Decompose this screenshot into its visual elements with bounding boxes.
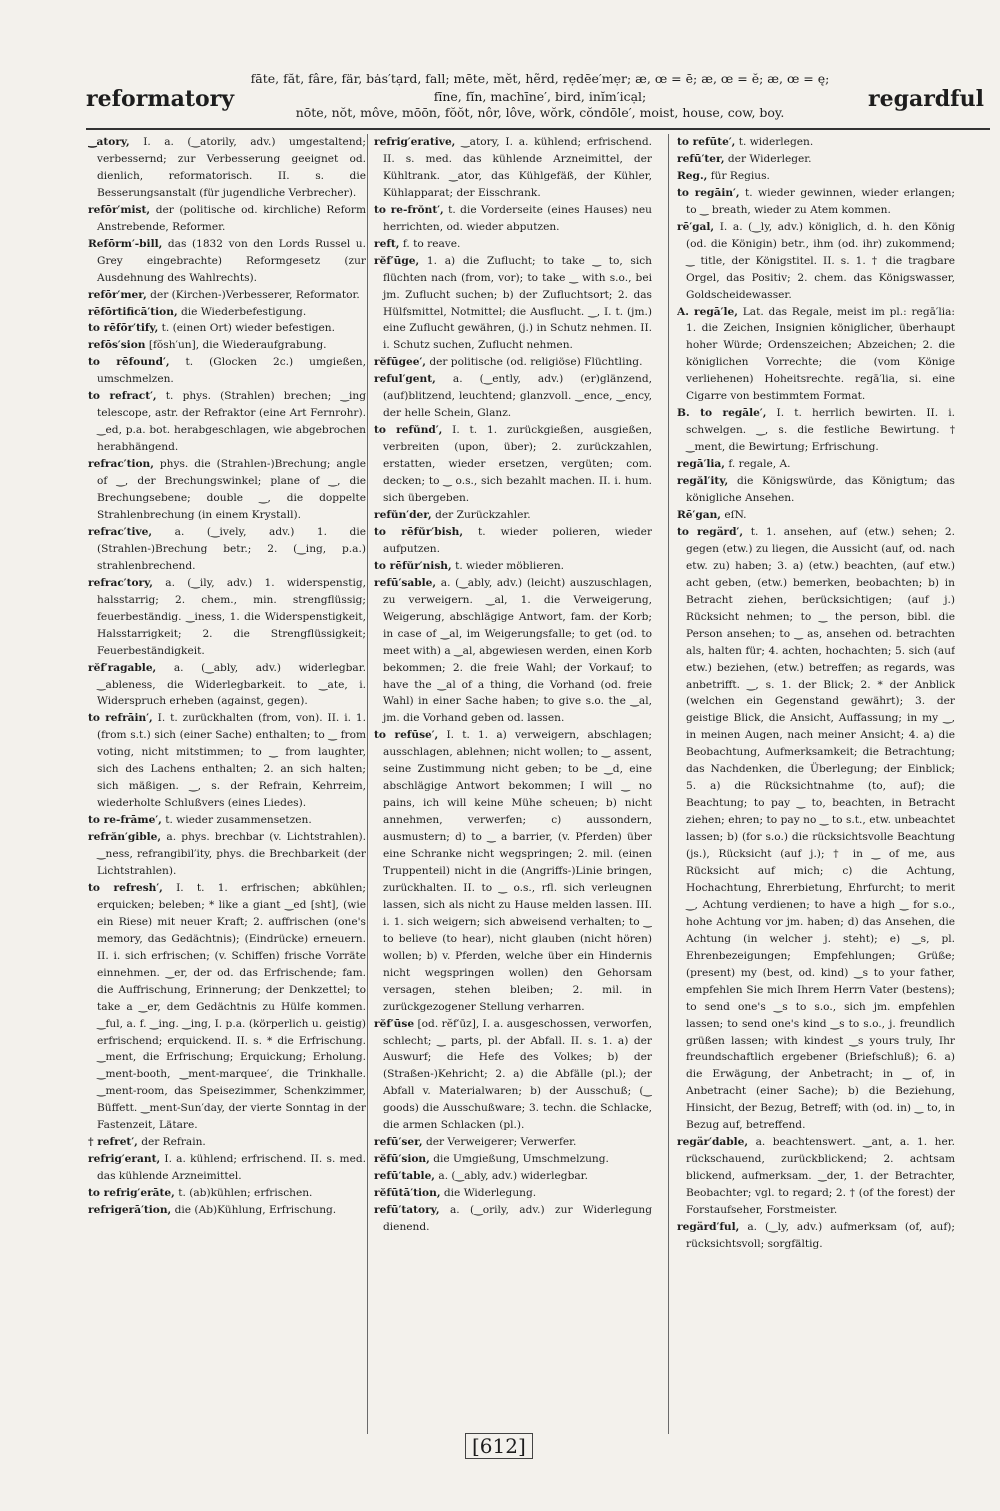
dictionary-entry bbox=[677, 405, 955, 456]
entry-headword: refŭn′der, bbox=[374, 508, 432, 521]
dictionary-entry bbox=[88, 388, 366, 456]
entry-definition: f. regale, A. bbox=[728, 458, 791, 471]
dictionary-entry bbox=[88, 575, 366, 660]
entry-definition: der Verweigerer; Verwerfer. bbox=[425, 1136, 577, 1149]
entry-headword: rĕfūgee′, bbox=[374, 356, 426, 369]
dictionary-entry bbox=[88, 134, 366, 202]
entry-definition: a. (‿ively, adv.) 1. die (Strahlen-)Brechung betr.; 2. (‿ing, p.a.) strahlenbrechend. bbox=[97, 525, 366, 572]
dictionary-entry bbox=[374, 507, 652, 524]
entry-definition: a. (‿ently, adv.) (er)glänzend, (auf)blitzend, leuchtend; glanzvoll. ‿ence, ‿ency, der helle Schein, Glanz. bbox=[383, 373, 652, 420]
dictionary-entry bbox=[88, 710, 366, 812]
dictionary-entry bbox=[677, 1134, 955, 1219]
dictionary-entry bbox=[677, 134, 955, 151]
entry-headword: to refract′, bbox=[88, 390, 157, 403]
entry-definition: I. t. 1. zurückgießen, ausgießen, verbreiten (upon, über); 2. zurückzahlen, erstatten, wieder ersetzen, vergüten; com. decken; to ‿ o.s., sich bezahlt machen. II. i. hum. sich übergeben. bbox=[383, 424, 652, 505]
entry-definition: der politische (od. religiöse) Flüchtling. bbox=[429, 356, 643, 369]
entry-definition: t. (einen Ort) wieder befestigen. bbox=[161, 322, 335, 335]
entry-definition: t. wieder möblieren. bbox=[455, 559, 565, 572]
entry-headword: to regāin′, bbox=[677, 186, 740, 199]
dictionary-entry bbox=[88, 524, 366, 575]
dictionary-entry bbox=[677, 304, 955, 406]
entry-headword: to refūte′, bbox=[677, 136, 736, 148]
entry-headword: to refrāin′, bbox=[88, 712, 153, 725]
entry-headword: refū′tatory, bbox=[374, 1204, 440, 1217]
dictionary-entry bbox=[374, 422, 652, 507]
entry-definition: die (Ab)Kühlung, Erfrischung. bbox=[174, 1204, 337, 1217]
entry-headword: refrac′tory, bbox=[88, 576, 153, 589]
entry-headword: to refŭnd′, bbox=[374, 424, 443, 437]
entry-headword: rĕfū′sion, bbox=[374, 1153, 430, 1166]
dictionary-entry bbox=[677, 185, 955, 219]
entry-definition: a. (‿ly, adv.) aufmerksam (of, auf); rücksichtsvoll; sorgfältig. bbox=[686, 1221, 955, 1250]
entry-headword: † refret′, bbox=[88, 1136, 138, 1149]
entry-headword: refrac′tion, bbox=[88, 458, 154, 471]
dictionary-entry bbox=[677, 473, 955, 507]
column-divider bbox=[367, 134, 368, 1434]
entry-headword: Reg., bbox=[677, 169, 708, 182]
column-2 bbox=[374, 134, 652, 1444]
dictionary-entry bbox=[88, 354, 366, 388]
dictionary-entry bbox=[88, 320, 366, 337]
dictionary-entry bbox=[677, 524, 955, 1134]
entry-headword: refrig′erative, bbox=[374, 136, 456, 148]
dictionary-entry bbox=[88, 1134, 366, 1151]
entry-definition: der Widerleger. bbox=[727, 152, 812, 165]
entry-headword: rēfōrtificā′tion, bbox=[88, 305, 178, 318]
entry-definition: der Zurückzahler. bbox=[435, 508, 531, 521]
column-divider bbox=[668, 134, 669, 1434]
entry-headword: regär′dable, bbox=[677, 1136, 749, 1149]
dictionary-entry bbox=[88, 236, 366, 287]
entry-definition: [fŏsh′un], die Wiederaufgrabung. bbox=[148, 339, 327, 352]
dictionary-entry bbox=[677, 1219, 955, 1253]
entry-headword: rĕf′ragable, bbox=[88, 661, 157, 674]
running-head-left: reformatory bbox=[86, 86, 235, 112]
dictionary-entry bbox=[88, 287, 366, 304]
dictionary-entry bbox=[374, 558, 652, 575]
pronunciation-key-line-1: fāte, făt, fâre, fär, bȧs′tạrd, fall; mēte, mĕt, hẽrd, rẹdēe′mẹr; æ, œ = ē; æ, œ = ĕ; æ, œ = ę; bbox=[250, 71, 830, 86]
entry-headword: to rēfŭr′bish, bbox=[374, 525, 464, 538]
entry-definition: I. t. 1. erfrischen; abkühlen; erquicken; beleben; * like a giant ‿ed [sht], (wie ein Riese) mit neuer Kraft; 2. auffrischen (one's memory, das Gedächtnis); (Eindrücke) erneuern. II. i. sich erfrischen; (v. Schiffen) frische Vorräte einnehmen. ‿er, der od. das Erfrischende; fam. die Auffrischung, Erinnerung; der Denkzettel; to take a ‿er, dem Gedächtnis zu Hülfe kommen. ‿ful, a. f. ‿ing. ‿ing, I. p.a. (körperlich u. geistig) erfrischend; erquickend. II. s. * die Erfrischung. ‿ment, die Erfrischung; Erquickung; Erholung. ‿ment-booth, ‿ment-marquee′, die Trinkhalle. ‿ment-room, das Speisezimmer, Schenkzimmer, Büffett. ‿ment-Sun′day, der vierte Sonntag in der Fastenzeit, Lätare. bbox=[97, 881, 366, 1132]
entry-definition: a. phys. brechbar (v. Lichtstrahlen). ‿ness, refrangibil′ity, phys. die Brechbarkeit (der Lichtstrahlen). bbox=[97, 831, 366, 877]
dictionary-entry bbox=[677, 456, 955, 473]
entry-definition: die Umgießung, Umschmelzung. bbox=[433, 1153, 609, 1166]
entry-definition: I. t. 1. a) verweigern, abschlagen; ausschlagen, ablehnen; nicht wollen; to ‿ assent, seine Zustimmung nicht geben; to be ‿d, eine abschlägige Antwort bekommen; I will ‿ no pains, ich will keine Mühe scheuen; b) nicht annehmen, verwerfen; c) aussondern, ausmustern; d) to ‿ a barrier, (v. Pferden) über eine Schranke nicht wegspringen; 2. mil. (einen Truppenteil) nicht in die (Angriffs-)Linie bringen, zurückhalten. II. to ‿ o.s., rfl. sich verleugnen lassen, sich als nicht zu Hause melden lassen. III. i. 1. sich weigern; sich abweisend verhalten; to ‿ to believe (to hear), nicht glauben (nicht hören) wollen; b) v. Pferden, welche über ein Hindernis nicht wegspringen wollen) den Gehorsam versagen, stehen bleiben; 2. mil. in zurückgezogener Stellung verharren. bbox=[383, 729, 652, 1013]
entry-headword: rĕf′ūge, bbox=[374, 254, 420, 267]
entry-headword: refrigerā′tion, bbox=[88, 1204, 172, 1217]
entry-headword: refrăn′gible, bbox=[88, 831, 162, 844]
entry-definition: t. die Vorderseite (eines Hauses) neu herrichten, od. wieder abputzen. bbox=[383, 203, 652, 233]
entry-definition: für Regius. bbox=[710, 169, 770, 182]
entry-headword: Rē′gan, bbox=[677, 508, 721, 521]
dictionary-entry bbox=[677, 151, 955, 168]
dictionary-entry bbox=[374, 354, 652, 371]
entry-definition: I. t. zurückhalten (from, von). II. i. 1. (from s.t.) sich (einer Sache) enthalten; to ‿ from voting, nicht mitstimmen; to ‿ from laughter, sich des Lachens enthalten; 2. an sich halten; sich mäßigen. ‿, s. der Refrain, Kehrreim, wiederholte Schlußvers (eines Liedes). bbox=[97, 712, 366, 810]
entry-definition: die Wiederbefestigung. bbox=[181, 305, 307, 318]
entry-headword: to rēfound′, bbox=[88, 356, 170, 369]
entry-definition: t. 1. ansehen, auf (etw.) sehen; 2. gegen (etw.) zu liegen, die Aussicht (auf, od. nach etw. zu) haben; 3. a) (etw.) beachten, (auf etw.) acht geben, (etw.) bemerken, beobachten; b) in Betracht ziehen, berücksichtigen; (auf j.) Rücksicht nehmen; to ‿ the person, bibl. die Person ansehen; to ‿ as, ansehen od. betrachten als, halten für; 4. achten, hochachten; 5. sich (auf etw.) beziehen, (etw.) betreffen; as regards, was anbetrifft. ‿, s. 1. der Blick; 2. * der Anblick (welchen ein Gegenstand gewährt); 3. der geistige Blick, die Ansicht, Auffassung; in my ‿, in meinen Augen, nach meiner Ansicht; 4. a) die Beobachtung, Aufmerksamkeit; die Betrachtung; das Nachdenken, die Überlegung; der Einblick; 5. a) die Rücksichtnahme (to, auf); die Beachtung; to pay ‿ to, beachten, in Betracht ziehen; ehren; to pay no ‿ to s.t., etw. unbeachtet lassen; b) (for s.o.) die rücksichtsvolle Beachtung (js.), Rücksicht (auf j.); † in ‿ of me, aus Rücksicht auf mich; c) die Achtung, Hochachtung, Ehrerbietung, Ehrfurcht; to merit ‿, Achtung verdienen; to have a high ‿ for s.o., hohe Achtung vor jm. haben; d) das Ansehen, die Achtung (in welcher j. steht); e) ‿s, pl. Ehrenbezeigungen; Empfehlungen; Grüße; (present) my (best, od. kind) ‿s to your father, empfehlen Sie mich Ihrem Herrn Vater (bestens); to send one's ‿s to s.o., sich jm. empfehlen lassen; to send one's kind ‿s to s.o., j. freundlich grüßen lassen; with kindest ‿s yours truly, Ihr freundschaftlich ergebener (Briefschluß); 6. a) die Erwägung, der Anbetracht; in ‿ of, in Anbetracht (einer Sache); b) die Beziehung, Hinsicht, der Bezug, Betreff; with (od. in) ‿ to, in Bezug auf, betreffend. bbox=[686, 525, 955, 1132]
dictionary-entry bbox=[88, 880, 366, 1134]
entry-definition: a. (‿ably, adv.) widerlegbar. ‿ableness, die Widerlegbarkeit. to ‿ate, i. Widerspruch erheben (against, gegen). bbox=[97, 661, 366, 708]
entry-headword: rē′gal, bbox=[677, 220, 715, 233]
entry-definition: das (1832 von den Lords Russel u. Grey eingebrachte) Reformgesetz (zur Ausdehnung des Wahlrechts). bbox=[97, 237, 366, 284]
entry-definition: a. (‿orily, adv.) zur Widerlegung dienend. bbox=[383, 1204, 652, 1233]
dictionary-entry bbox=[88, 337, 366, 354]
dictionary-entry bbox=[374, 1168, 652, 1185]
entry-definition: [od. rĕf′ūz], I. a. ausgeschossen, verworfen, schlecht; ‿ parts, pl. der Abfall. II. s. 1. a) der Auswurf; die Hefe des Volkes; b) der (Straßen-)Kehricht; 2. a) die Abfälle (pl.); der Abfall v. Materialwaren; b) der Ausschuß; (‿ goods) die Ausschußware; 3. techn. die Schlacke, die armen Schlacken (pl.). bbox=[383, 1017, 652, 1132]
entry-definition: die Königswürde, das Königtum; das königliche Ansehen. bbox=[686, 475, 955, 505]
entry-definition: ‿atory, I. a. kühlend; erfrischend. II. s. med. das kühlende Arzneimittel, der Kühltrank. ‿ator, das Kühlgefäß, der Kühler, Kühlapparat; der Eisschrank. bbox=[383, 136, 652, 199]
dictionary-entry bbox=[374, 253, 652, 355]
entry-definition: der (Kirchen-)Verbesserer, Reformator. bbox=[150, 288, 360, 301]
entry-definition: phys. die (Strahlen-)Brechung; angle of ‿, der Brechungswinkel; plane of ‿, die Brechungsebene; double ‿, die doppelte Strahlenbrechung (in einem Krystall). bbox=[97, 458, 366, 521]
entry-headword: reful′gent, bbox=[374, 373, 436, 386]
dictionary-entry bbox=[88, 202, 366, 236]
entry-headword: refū′ter, bbox=[677, 152, 725, 165]
entry-definition: t. (Glocken 2c.) umgießen, umschmelzen. bbox=[97, 356, 366, 386]
page-number: [612] bbox=[465, 1433, 533, 1459]
dictionary-entry bbox=[374, 575, 652, 728]
dictionary-entry bbox=[374, 1151, 652, 1168]
entry-definition: I. a. (‿ly, adv.) königlich, d. h. den König (od. die Königin) betr., ihm (od. ihr) zukommend; ‿ title, der Königstitel. II. s. 1. † die tragbare Orgel, das Positiv; 2. chem. das Königswasser, Goldscheidewasser. bbox=[686, 220, 955, 301]
entry-headword: regā′lia, bbox=[677, 458, 725, 471]
entry-definition: der Refrain. bbox=[141, 1136, 206, 1149]
entry-headword: to refresh′, bbox=[88, 881, 163, 894]
pronunciation-key-line-3: nōte, nŏt, môve, mōōn, fŏŏt, nôr, lôve, wŏrk, cŏndōle′, moist, house, cow, boy. bbox=[295, 105, 785, 120]
header-rule bbox=[86, 128, 990, 130]
entry-definition: a. beachtenswert. ‿ant, a. 1. her. rückschauend, zurückblickend; 2. achtsam blickend, aufmerksam. ‿der, 1. der Betrachter, Beobachter; vgl. to regard; 2. † (of the forest) der Forstaufseher, Forstmeister. bbox=[686, 1136, 955, 1217]
dictionary-entry bbox=[374, 1134, 652, 1151]
entry-headword: refōs′sion bbox=[88, 339, 146, 352]
entry-definition: a. (‿ily, adv.) 1. widerspenstig, halsstarrig; 2. chem., min. strengflüssig; feuerbeständig. ‿iness, 1. die Widerspenstigkeit, Halsstarrigkeit; 2. die Strengflüssigkeit; Feuerbeständigkeit. bbox=[97, 576, 366, 657]
entry-headword: ‿atory, bbox=[88, 136, 130, 148]
entry-headword: to re-frāme′, bbox=[88, 814, 162, 827]
entry-headword: to rēfŭr′nish, bbox=[374, 559, 452, 572]
entry-headword: B. to regāle′, bbox=[677, 407, 767, 420]
entry-headword: refōr′mer, bbox=[88, 288, 147, 301]
entry-definition: der (politische od. kirchliche) Reform Anstrebende, Reformer. bbox=[97, 203, 366, 233]
dictionary-entry bbox=[88, 1151, 366, 1185]
dictionary-entry bbox=[88, 1202, 366, 1219]
dictionary-entry bbox=[88, 1185, 366, 1202]
dictionary-entry bbox=[374, 524, 652, 558]
dictionary-entry bbox=[374, 236, 652, 253]
entry-headword: to refūse′, bbox=[374, 729, 439, 742]
entry-headword: rĕf′ūse bbox=[374, 1017, 415, 1030]
entry-definition: 1. a) die Zuflucht; to take ‿ to, sich flüchten nach (from, vor); to take ‿ with s.o., bei jm. Zuflucht suchen; b) der Zufluchtsort; 2. das Hülfsmittel, Notmittel; die Ausflucht. ‿, I. t. (jm.) eine Zuflucht gewähren, (j.) in Schutz nehmen. II. i. Schutz suchen, Zuflucht nehmen. bbox=[383, 254, 652, 352]
entry-definition: a. (‿ably, adv.) (leicht) auszuschlagen, zu verweigern. ‿al, 1. die Verweigerung, Weigerung, abschlägige Antwort, fam. der Korb; in case of ‿al, im Weigerungsfalle; to get (od. to meet with) a ‿al, abgewiesen werden, einen Korb bekommen; 2. die freie Wahl; der Vorkauf; to have the ‿al of a thing, die Vorhand (od. freie Wahl) in einer Sache haben; to give s.o. the ‿al, jm. die Vorhand geben od. lassen. bbox=[383, 576, 652, 725]
entry-definition: t. phys. (Strahlen) brechen; ‿ing telescope, astr. der Refraktor (eine Art Fernrohr). ‿ed, p.a. bot. herabgeschlagen, wie abgebrochen herabhängend. bbox=[97, 390, 366, 454]
dictionary-entry bbox=[374, 202, 652, 236]
running-head-right: regardful bbox=[867, 86, 984, 112]
entry-definition: a. (‿ably, adv.) widerlegbar. bbox=[438, 1170, 588, 1183]
pronunciation-key-line-2: fīne, fĭn, machīne′, bird, inĭm′icạl; bbox=[433, 89, 647, 104]
dictionary-entry bbox=[374, 1016, 652, 1135]
entry-headword: reft, bbox=[374, 237, 400, 250]
entry-headword: refū′table, bbox=[374, 1170, 435, 1183]
entry-headword: regăl′ity, bbox=[677, 475, 729, 488]
dictionary-entry bbox=[677, 507, 955, 524]
dictionary-entry bbox=[88, 829, 366, 880]
entry-headword: rĕfūtā′tion, bbox=[374, 1187, 441, 1200]
entry-definition: f. to reave. bbox=[402, 237, 461, 250]
dictionary-entry bbox=[374, 727, 652, 1015]
entry-definition: t. widerlegen. bbox=[738, 136, 814, 148]
entry-headword: to regärd′, bbox=[677, 525, 744, 538]
entry-definition: I. a. (‿atorily, adv.) umgestaltend; verbessernd; zur Verbesserung geeignet od. dienlich, reformatorisch. II. s. die Besserungsanstalt (für jugendliche Verbrecher). bbox=[97, 136, 366, 199]
dictionary-entry bbox=[374, 1185, 652, 1202]
dictionary-entry bbox=[374, 1202, 652, 1236]
dictionary-entry bbox=[677, 168, 955, 185]
entry-definition: I. a. kühlend; erfrischend. II. s. med. das kühlende Arzneimittel. bbox=[97, 1153, 366, 1183]
entry-definition: eſN. bbox=[724, 508, 747, 521]
dictionary-entry bbox=[88, 812, 366, 829]
dictionary-entry bbox=[88, 660, 366, 711]
entry-headword: refōr′mist, bbox=[88, 203, 151, 216]
dictionary-entry bbox=[374, 134, 652, 202]
entry-headword: refrig′erant, bbox=[88, 1153, 161, 1166]
entry-headword: refū′ser, bbox=[374, 1136, 423, 1149]
entry-definition: die Widerlegung. bbox=[443, 1187, 537, 1200]
entry-headword: A. regā′le, bbox=[677, 305, 738, 318]
entry-definition: t. wieder polieren, wieder aufputzen. bbox=[383, 525, 652, 555]
entry-definition: t. wieder gewinnen, wieder erlangen; to ‿ breath, wieder zu Atem kommen. bbox=[686, 186, 955, 216]
dictionary-entry bbox=[88, 304, 366, 321]
entry-definition: t. (ab)kühlen; erfrischen. bbox=[178, 1187, 313, 1200]
entry-headword: regärd′ful, bbox=[677, 1221, 740, 1233]
entry-headword: Refōrm′-bill, bbox=[88, 237, 163, 250]
dictionary-entry bbox=[88, 456, 366, 524]
column-3 bbox=[677, 134, 955, 1444]
entry-definition: Lat. das Regale, meist im pl.: regā′lia: 1. die Zeichen, Insignien königlicher, überhaupt hoher Würde; Ordenszeichen; Abzeichen; 2. die königlichen Vorrechte; die (vom Könige verliehenen) Hoheitsrechte. regā′lia, si. eine Cigarre von bestimmtem Format. bbox=[686, 305, 955, 403]
entry-definition: I. t. herrlich bewirten. II. i. schwelgen. ‿, s. die festliche Bewirtung. † ‿ment, die Bewirtung; Erfrischung. bbox=[686, 407, 955, 454]
entry-headword: to rēfōr′tify, bbox=[88, 322, 159, 335]
entry-headword: refū′sable, bbox=[374, 576, 437, 589]
dictionary-entry bbox=[374, 371, 652, 422]
entry-headword: refrac′tive, bbox=[88, 525, 153, 538]
entry-definition: t. wieder zusammensetzen. bbox=[165, 814, 312, 827]
entry-headword: to re-frŏnt′, bbox=[374, 203, 444, 216]
entry-headword: to refrig′erāte, bbox=[88, 1187, 175, 1200]
dictionary-entry bbox=[677, 219, 955, 304]
column-1 bbox=[88, 134, 366, 1444]
